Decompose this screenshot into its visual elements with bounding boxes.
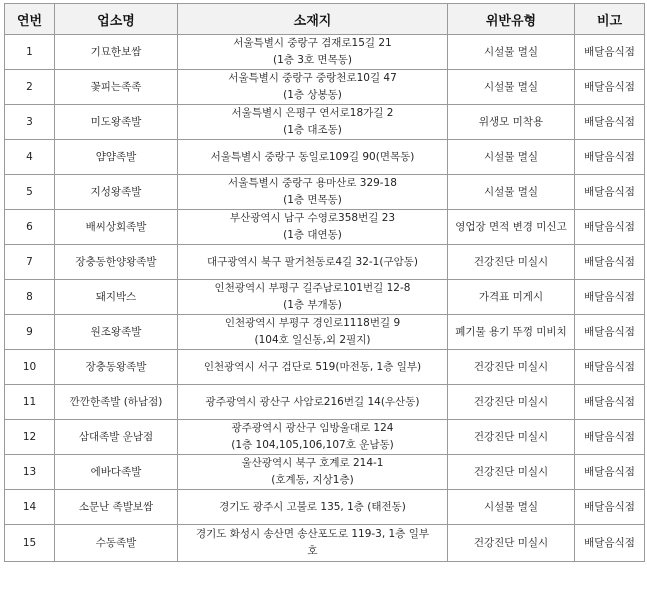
table-row bbox=[5, 350, 645, 385]
violation-type: 건강진단 미실시 bbox=[448, 455, 575, 490]
address-line-1: 인천광역시 부평구 경인로1118번길 9 bbox=[224, 317, 401, 329]
address-cell bbox=[178, 210, 448, 245]
business-name: 소문난 족발보쌈 bbox=[55, 490, 178, 525]
header-name: 업소명 bbox=[55, 4, 178, 35]
violation-type: 건강진단 미실시 bbox=[448, 420, 575, 455]
address-line-1: 대구광역시 북구 팔거천동로4길 32-1(구암동) bbox=[206, 255, 418, 268]
address-cell bbox=[178, 175, 448, 210]
address-cell bbox=[178, 140, 448, 175]
row-number: 6 bbox=[5, 210, 55, 245]
note: 배달음식점 bbox=[575, 105, 645, 140]
address-line-1: 부산광역시 남구 수영로358번길 23 bbox=[229, 212, 396, 224]
violation-type: 시설물 멸실 bbox=[448, 490, 575, 525]
address-cell bbox=[178, 350, 448, 385]
business-name: 수동족발 bbox=[55, 525, 178, 562]
row-number: 9 bbox=[5, 315, 55, 350]
address-cell bbox=[178, 525, 448, 562]
row-number: 12 bbox=[5, 420, 55, 455]
violation-type: 위생모 미착용 bbox=[448, 105, 575, 140]
address-line-1: 서울특별시 중랑구 중랑천로10길 47 bbox=[228, 72, 397, 84]
row-number: 3 bbox=[5, 105, 55, 140]
note: 배달음식점 bbox=[575, 280, 645, 315]
note: 배달음식점 bbox=[575, 245, 645, 280]
business-name: 장충동한양왕족발 bbox=[55, 245, 178, 280]
address-line-1: 경기도 광주시 고불로 135, 1층 (태전동) bbox=[219, 500, 406, 513]
business-name: 원조왕족발 bbox=[55, 315, 178, 350]
violation-type: 시설물 멸실 bbox=[448, 140, 575, 175]
table-row bbox=[5, 280, 645, 315]
table-row bbox=[5, 105, 645, 140]
violation-type: 건강진단 미실시 bbox=[448, 525, 575, 562]
violation-type: 영업장 면적 변경 미신고 bbox=[448, 210, 575, 245]
address-cell bbox=[178, 420, 448, 455]
row-number: 1 bbox=[5, 35, 55, 70]
address-line-2: (104호 일신동,외 2필지) bbox=[254, 334, 371, 346]
address-line-1: 서울특별시 중랑구 용마산로 329-18 bbox=[228, 177, 397, 189]
note: 배달음식점 bbox=[575, 420, 645, 455]
business-name: 기묘한보쌈 bbox=[55, 35, 178, 70]
address-cell bbox=[178, 280, 448, 315]
note: 배달음식점 bbox=[575, 315, 645, 350]
note: 배달음식점 bbox=[575, 525, 645, 562]
row-number: 2 bbox=[5, 70, 55, 105]
table-row bbox=[5, 525, 645, 562]
table-row bbox=[5, 245, 645, 280]
note: 배달음식점 bbox=[575, 70, 645, 105]
business-name: 돼지박스 bbox=[55, 280, 178, 315]
address-cell bbox=[178, 315, 448, 350]
violation-type: 건강진단 미실시 bbox=[448, 385, 575, 420]
address-line-1: 인천광역시 부평구 길주남로101번길 12-8 bbox=[214, 282, 411, 294]
table-row bbox=[5, 70, 645, 105]
violations-table bbox=[4, 3, 645, 562]
violation-type: 건강진단 미실시 bbox=[448, 245, 575, 280]
address-line-2: (1층 면목동) bbox=[283, 194, 342, 206]
address-cell bbox=[178, 245, 448, 280]
violation-type: 가격표 미게시 bbox=[448, 280, 575, 315]
note: 배달음식점 bbox=[575, 175, 645, 210]
address-line-1: 서울특별시 은평구 연서로18가길 2 bbox=[231, 107, 394, 119]
address-cell bbox=[178, 105, 448, 140]
business-name: 미도왕족발 bbox=[55, 105, 178, 140]
address-line-2: 호 bbox=[307, 545, 318, 557]
address-line-2: (1층 대연동) bbox=[283, 229, 342, 241]
address-cell bbox=[178, 385, 448, 420]
address-line-2: (1층 상봉동) bbox=[283, 89, 342, 101]
table-row bbox=[5, 140, 645, 175]
row-number: 10 bbox=[5, 350, 55, 385]
note: 배달음식점 bbox=[575, 490, 645, 525]
header-violation: 위반유형 bbox=[448, 4, 575, 35]
table-row bbox=[5, 210, 645, 245]
table-row bbox=[5, 35, 645, 70]
business-name: 얌얌족발 bbox=[55, 140, 178, 175]
violation-type: 시설물 멸실 bbox=[448, 175, 575, 210]
address-line-1: 서울특별시 중랑구 겸재로15길 21 bbox=[233, 37, 392, 49]
address-cell bbox=[178, 35, 448, 70]
header-note: 비고 bbox=[575, 4, 645, 35]
table-row bbox=[5, 420, 645, 455]
address-cell bbox=[178, 490, 448, 525]
address-cell bbox=[178, 70, 448, 105]
note: 배달음식점 bbox=[575, 140, 645, 175]
row-number: 15 bbox=[5, 525, 55, 562]
row-number: 5 bbox=[5, 175, 55, 210]
header-row bbox=[5, 4, 645, 35]
address-line-1: 인천광역시 서구 검단로 519(마전동, 1층 일부) bbox=[203, 360, 422, 373]
business-name: 깐깐한족발 (하남점) bbox=[55, 385, 178, 420]
address-line-1: 서울특별시 중랑구 동일로109길 90(면목동) bbox=[210, 150, 415, 163]
table-row bbox=[5, 490, 645, 525]
business-name: 에바다족발 bbox=[55, 455, 178, 490]
address-line-2: (1층 부개동) bbox=[283, 299, 342, 311]
address-line-1: 광주광역시 광산구 임방울대로 124 bbox=[231, 422, 394, 434]
header-address: 소재지 bbox=[178, 4, 448, 35]
table-row bbox=[5, 455, 645, 490]
business-name: 삼대족발 운남점 bbox=[55, 420, 178, 455]
note: 배달음식점 bbox=[575, 385, 645, 420]
violation-type: 시설물 멸실 bbox=[448, 35, 575, 70]
note: 배달음식점 bbox=[575, 350, 645, 385]
business-name: 배씨상회족발 bbox=[55, 210, 178, 245]
row-number: 13 bbox=[5, 455, 55, 490]
business-name: 지성왕족발 bbox=[55, 175, 178, 210]
address-line-1: 울산광역시 북구 호계로 214-1 bbox=[241, 457, 384, 469]
table-row bbox=[5, 315, 645, 350]
header-no: 연번 bbox=[5, 4, 55, 35]
address-cell bbox=[178, 455, 448, 490]
address-line-2: (1층 대조동) bbox=[283, 124, 342, 136]
address-line-2: (호계동, 지상1층) bbox=[271, 474, 354, 486]
business-name: 장충동왕족발 bbox=[55, 350, 178, 385]
violation-type: 시설물 멸실 bbox=[448, 70, 575, 105]
row-number: 8 bbox=[5, 280, 55, 315]
table-body bbox=[5, 35, 645, 562]
address-line-2: (1층 3호 면목동) bbox=[273, 54, 352, 66]
row-number: 14 bbox=[5, 490, 55, 525]
table-row bbox=[5, 175, 645, 210]
violation-type: 건강진단 미실시 bbox=[448, 350, 575, 385]
note: 배달음식점 bbox=[575, 35, 645, 70]
note: 배달음식점 bbox=[575, 455, 645, 490]
address-line-1: 광주광역시 광산구 사암로216번길 14(우산동) bbox=[205, 395, 420, 408]
address-line-1: 경기도 화성시 송산면 송산포도로 119-3, 1층 일부 bbox=[196, 528, 429, 540]
row-number: 11 bbox=[5, 385, 55, 420]
note: 배달음식점 bbox=[575, 210, 645, 245]
table-row bbox=[5, 385, 645, 420]
row-number: 4 bbox=[5, 140, 55, 175]
business-name: 꽃피는족족 bbox=[55, 70, 178, 105]
row-number: 7 bbox=[5, 245, 55, 280]
address-line-2: (1층 104,105,106,107호 운남동) bbox=[231, 439, 394, 451]
violation-type: 폐기물 용기 뚜껑 미비치 bbox=[448, 315, 575, 350]
